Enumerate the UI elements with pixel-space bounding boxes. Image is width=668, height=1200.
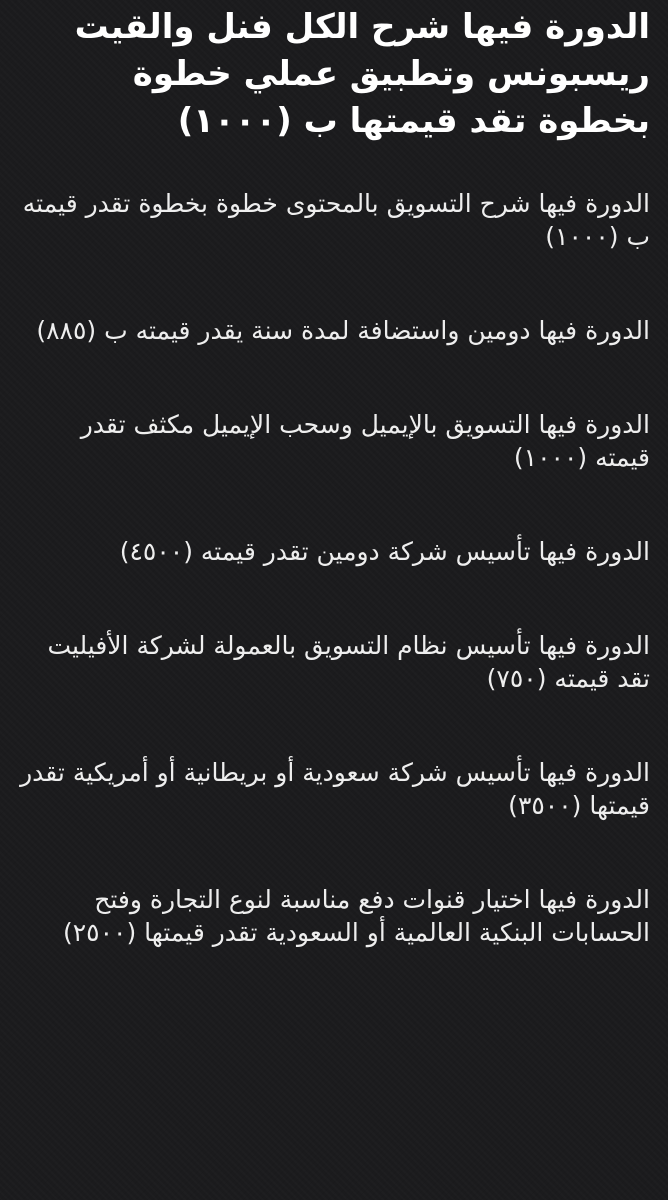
list-item: الدورة فيها تأسيس شركة سعودية أو بريطانية أو أمريكية تقدر قيمتها (٣٥٠٠) bbox=[20, 758, 650, 820]
list-item: الدورة فيها تأسيس نظام التسويق بالعمولة لشركة الأفيليت تقد قيمته (٧٥٠) bbox=[47, 631, 650, 693]
headline: الدورة فيها شرح الكل فنل والقيت ريسبونس وتطبيق عملي خطوة بخطوة تقد قيمتها ب (١٠٠٠) bbox=[74, 7, 650, 141]
list-item: الدورة فيها شرح التسويق بالمحتوى خطوة بخطوة تقدر قيمته ب (١٠٠٠) bbox=[22, 189, 650, 251]
list-item: الدورة فيها اختيار قنوات دفع مناسبة لنوع التجارة وفتح الحسابات البنكية العالمية أو السعودية تقدر قيمتها (٢٥٠٠) bbox=[62, 885, 650, 947]
list-item: الدورة فيها دومين واستضافة لمدة سنة يقدر قيمته ب (٨٨٥) bbox=[36, 316, 650, 345]
list-item: الدورة فيها تأسيس شركة دومين تقدر قيمته (٤٥٠٠) bbox=[119, 537, 650, 566]
course-items-list bbox=[18, 187, 650, 949]
list-item: الدورة فيها التسويق بالإيميل وسحب الإيميل مكثف تقدر قيمته (١٠٠٠) bbox=[80, 410, 650, 472]
